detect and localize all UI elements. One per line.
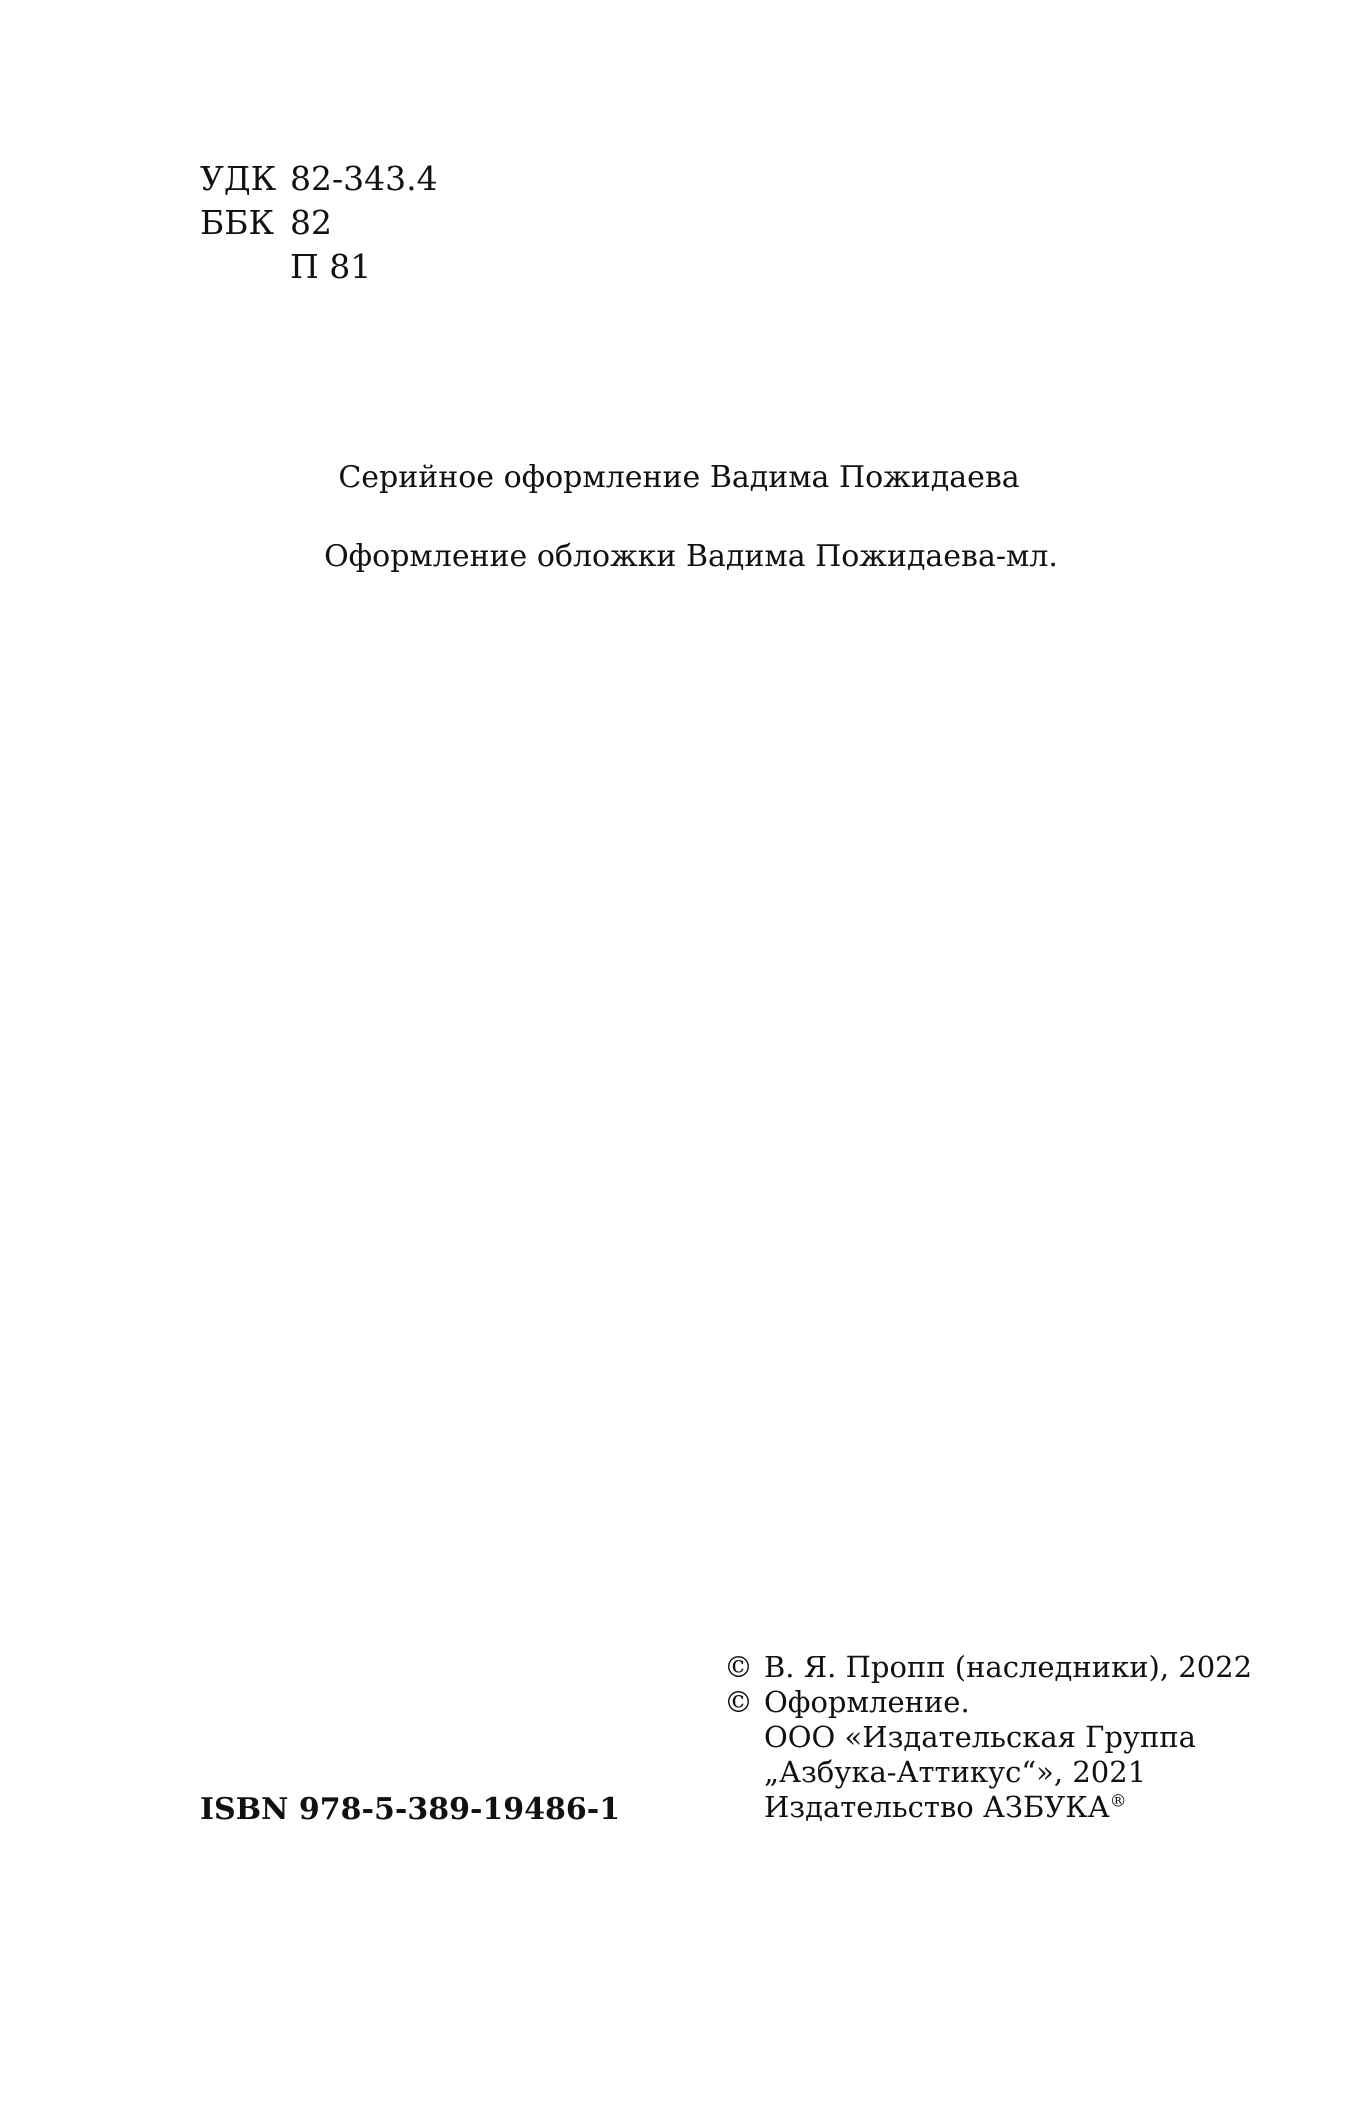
copyright-publisher-line: ООО «Издательская Группа xyxy=(764,1720,1196,1754)
classification-block xyxy=(200,157,438,289)
author-mark: П 81 xyxy=(290,247,372,286)
udk-value: 82-343.4 xyxy=(290,159,438,198)
imprint-name: Издательство АЗБУКА xyxy=(764,1790,1110,1824)
copyright-imprint xyxy=(724,1790,1252,1825)
series-design-credit: Серийное оформление Вадима Пожидаева xyxy=(338,460,1020,495)
udk-label: УДК xyxy=(200,159,277,198)
copyright-line-author xyxy=(724,1650,1252,1685)
bbk-value: 82 xyxy=(290,203,332,242)
copyright-block xyxy=(724,1650,1252,1825)
cover-design-credit: Оформление обложки Вадима Пожидаева-мл. xyxy=(324,539,1058,574)
bbk-row xyxy=(200,201,438,245)
isbn: ISBN 978-5-389-19486-1 xyxy=(200,1792,621,1827)
copyright-symbol: © xyxy=(724,1685,753,1719)
copyright-design: Оформление. xyxy=(764,1685,970,1719)
bbk-label: ББК xyxy=(200,203,275,242)
author-mark-row xyxy=(200,245,438,289)
udk-row xyxy=(200,157,438,201)
copyright-publisher-name: „Азбука-Аттикус“», 2021 xyxy=(764,1755,1147,1789)
registered-mark: ® xyxy=(1109,1791,1127,1812)
copyright-author: В. Я. Пропп (наследники), 2022 xyxy=(764,1650,1253,1684)
copyright-symbol: © xyxy=(724,1650,753,1684)
author-mark-spacer xyxy=(200,245,290,289)
copyright-line-design xyxy=(724,1685,1252,1720)
